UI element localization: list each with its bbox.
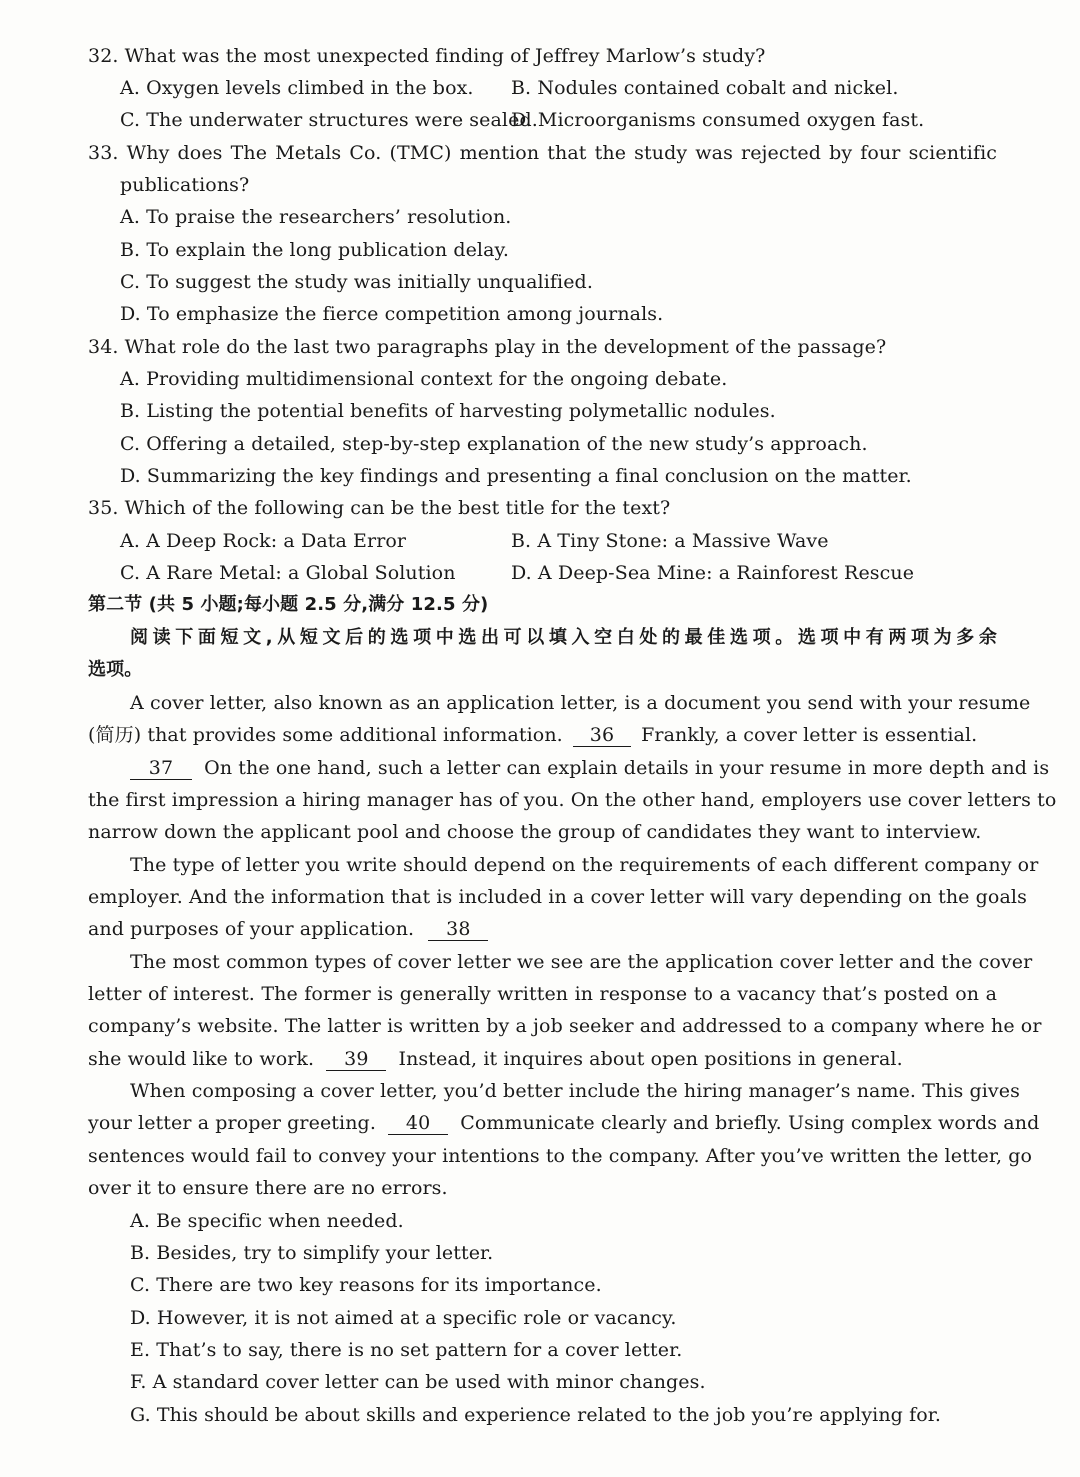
passage-p1-line2-tail: Frankly, a cover letter is essential.: [641, 724, 978, 746]
q32-option-a: A. Oxygen levels climbed in the box.: [120, 77, 474, 99]
blank-36: 36: [573, 724, 631, 747]
passage-p5-line2: [88, 1110, 1039, 1136]
q32-stem: 32. What was the most unexpected finding of Jeffrey Marlow’s study?: [88, 45, 766, 67]
section-instruction-line1: 阅读下面短文,从短文后的选项中选出可以填入空白处的最佳选项。选项中有两项为多余: [130, 627, 997, 648]
option-c: C. There are two key reasons for its importance.: [130, 1274, 602, 1296]
passage-p4-line3: company’s website. The latter is written by a job seeker and addressed to a company where he or: [88, 1015, 1042, 1037]
passage-p4-line4-tail: Instead, it inquires about open positions in general.: [398, 1048, 903, 1070]
blank-39: 39: [326, 1048, 386, 1071]
section-title: 第二节 (共 5 小题;每小题 2.5 分,满分 12.5 分): [88, 594, 489, 615]
q32-option-b: B. Nodules contained cobalt and nickel.: [511, 77, 899, 99]
q34-option-c: C. Offering a detailed, step-by-step explanation of the new study’s approach.: [120, 433, 868, 455]
q35-option-c: C. A Rare Metal: a Global Solution: [120, 562, 456, 584]
q33-option-c: C. To suggest the study was initially unqualified.: [120, 271, 593, 293]
q34-option-d: D. Summarizing the key findings and presenting a final conclusion on the matter.: [120, 465, 912, 487]
passage-p3-line3: [88, 916, 488, 942]
passage-p4-line4-text: she would like to work.: [88, 1048, 315, 1070]
option-b: B. Besides, try to simplify your letter.: [130, 1242, 494, 1264]
passage-p5-line2-text: your letter a proper greeting.: [88, 1112, 376, 1134]
passage-p4-line4: [88, 1046, 903, 1072]
passage-p3-line2: employer. And the information that is included in a cover letter will vary depending on the goals: [88, 886, 1027, 908]
q33-stem-line2: publications?: [120, 174, 250, 196]
q34-option-b: B. Listing the potential benefits of harvesting polymetallic nodules.: [120, 400, 776, 422]
q35-stem: 35. Which of the following can be the best title for the text?: [88, 497, 671, 519]
option-f: F. A standard cover letter can be used with minor changes.: [130, 1371, 706, 1393]
passage-p1-line2-text: (简历) that provides some additional information.: [88, 724, 563, 746]
passage-p5-line3: sentences would fail to convey your intentions to the company. After you’ve written the letter, go: [88, 1145, 1033, 1167]
passage-p3-line1: The type of letter you write should depend on the requirements of each different company or: [130, 854, 1039, 876]
passage-p1-line2: [88, 722, 977, 748]
q33-option-d: D. To emphasize the fierce competition among journals.: [120, 303, 664, 325]
passage-p2-line3: narrow down the applicant pool and choose the group of candidates they want to interview.: [88, 821, 982, 843]
option-d: D. However, it is not aimed at a specific role or vacancy.: [130, 1307, 677, 1329]
q35-option-a: A. A Deep Rock: a Data Error: [120, 530, 407, 552]
q33-stem-line1: 33. Why does The Metals Co. (TMC) mention that the study was rejected by four scientific: [88, 142, 997, 164]
passage-p2-line1-text: On the one hand, such a letter can explain details in your resume in more depth and is: [204, 757, 1050, 779]
option-e: E. That’s to say, there is no set pattern for a cover letter.: [130, 1339, 683, 1361]
blank-37: 37: [130, 757, 192, 780]
q35-option-b: B. A Tiny Stone: a Massive Wave: [511, 530, 829, 552]
q32-option-c: C. The underwater structures were sealed.: [120, 109, 538, 131]
q33-option-a: A. To praise the researchers’ resolution.: [120, 206, 512, 228]
passage-p2-line1: [130, 755, 1049, 781]
q33-option-b: B. To explain the long publication delay.: [120, 239, 509, 261]
passage-p3-line3-text: and purposes of your application.: [88, 918, 415, 940]
passage-p2-line2: the first impression a hiring manager has of you. On the other hand, employers use cover letters to: [88, 789, 1057, 811]
blank-38: 38: [428, 918, 488, 941]
q35-option-d: D. A Deep-Sea Mine: a Rainforest Rescue: [511, 562, 915, 584]
passage-p5-line1: When composing a cover letter, you’d better include the hiring manager’s name. This gives: [130, 1080, 1020, 1102]
blank-40: 40: [388, 1112, 448, 1135]
passage-p5-line4: over it to ensure there are no errors.: [88, 1177, 448, 1199]
passage-p4-line2: letter of interest. The former is generally written in response to a vacancy that’s posted on a: [88, 983, 997, 1005]
q32-option-d: D. Microorganisms consumed oxygen fast.: [511, 109, 925, 131]
passage-p1-line1: A cover letter, also known as an application letter, is a document you send with your resume: [130, 692, 1031, 714]
passage-p5-line2-tail: Communicate clearly and briefly. Using complex words and: [460, 1112, 1040, 1134]
option-g: G. This should be about skills and experience related to the job you’re applying for.: [130, 1404, 941, 1426]
option-a: A. Be specific when needed.: [130, 1210, 404, 1232]
passage-p4-line1: The most common types of cover letter we see are the application cover letter and the cover: [130, 951, 1033, 973]
q34-stem: 34. What role do the last two paragraphs play in the development of the passage?: [88, 336, 887, 358]
section-instruction-line2: 选项。: [88, 659, 143, 680]
q34-option-a: A. Providing multidimensional context for the ongoing debate.: [120, 368, 728, 390]
